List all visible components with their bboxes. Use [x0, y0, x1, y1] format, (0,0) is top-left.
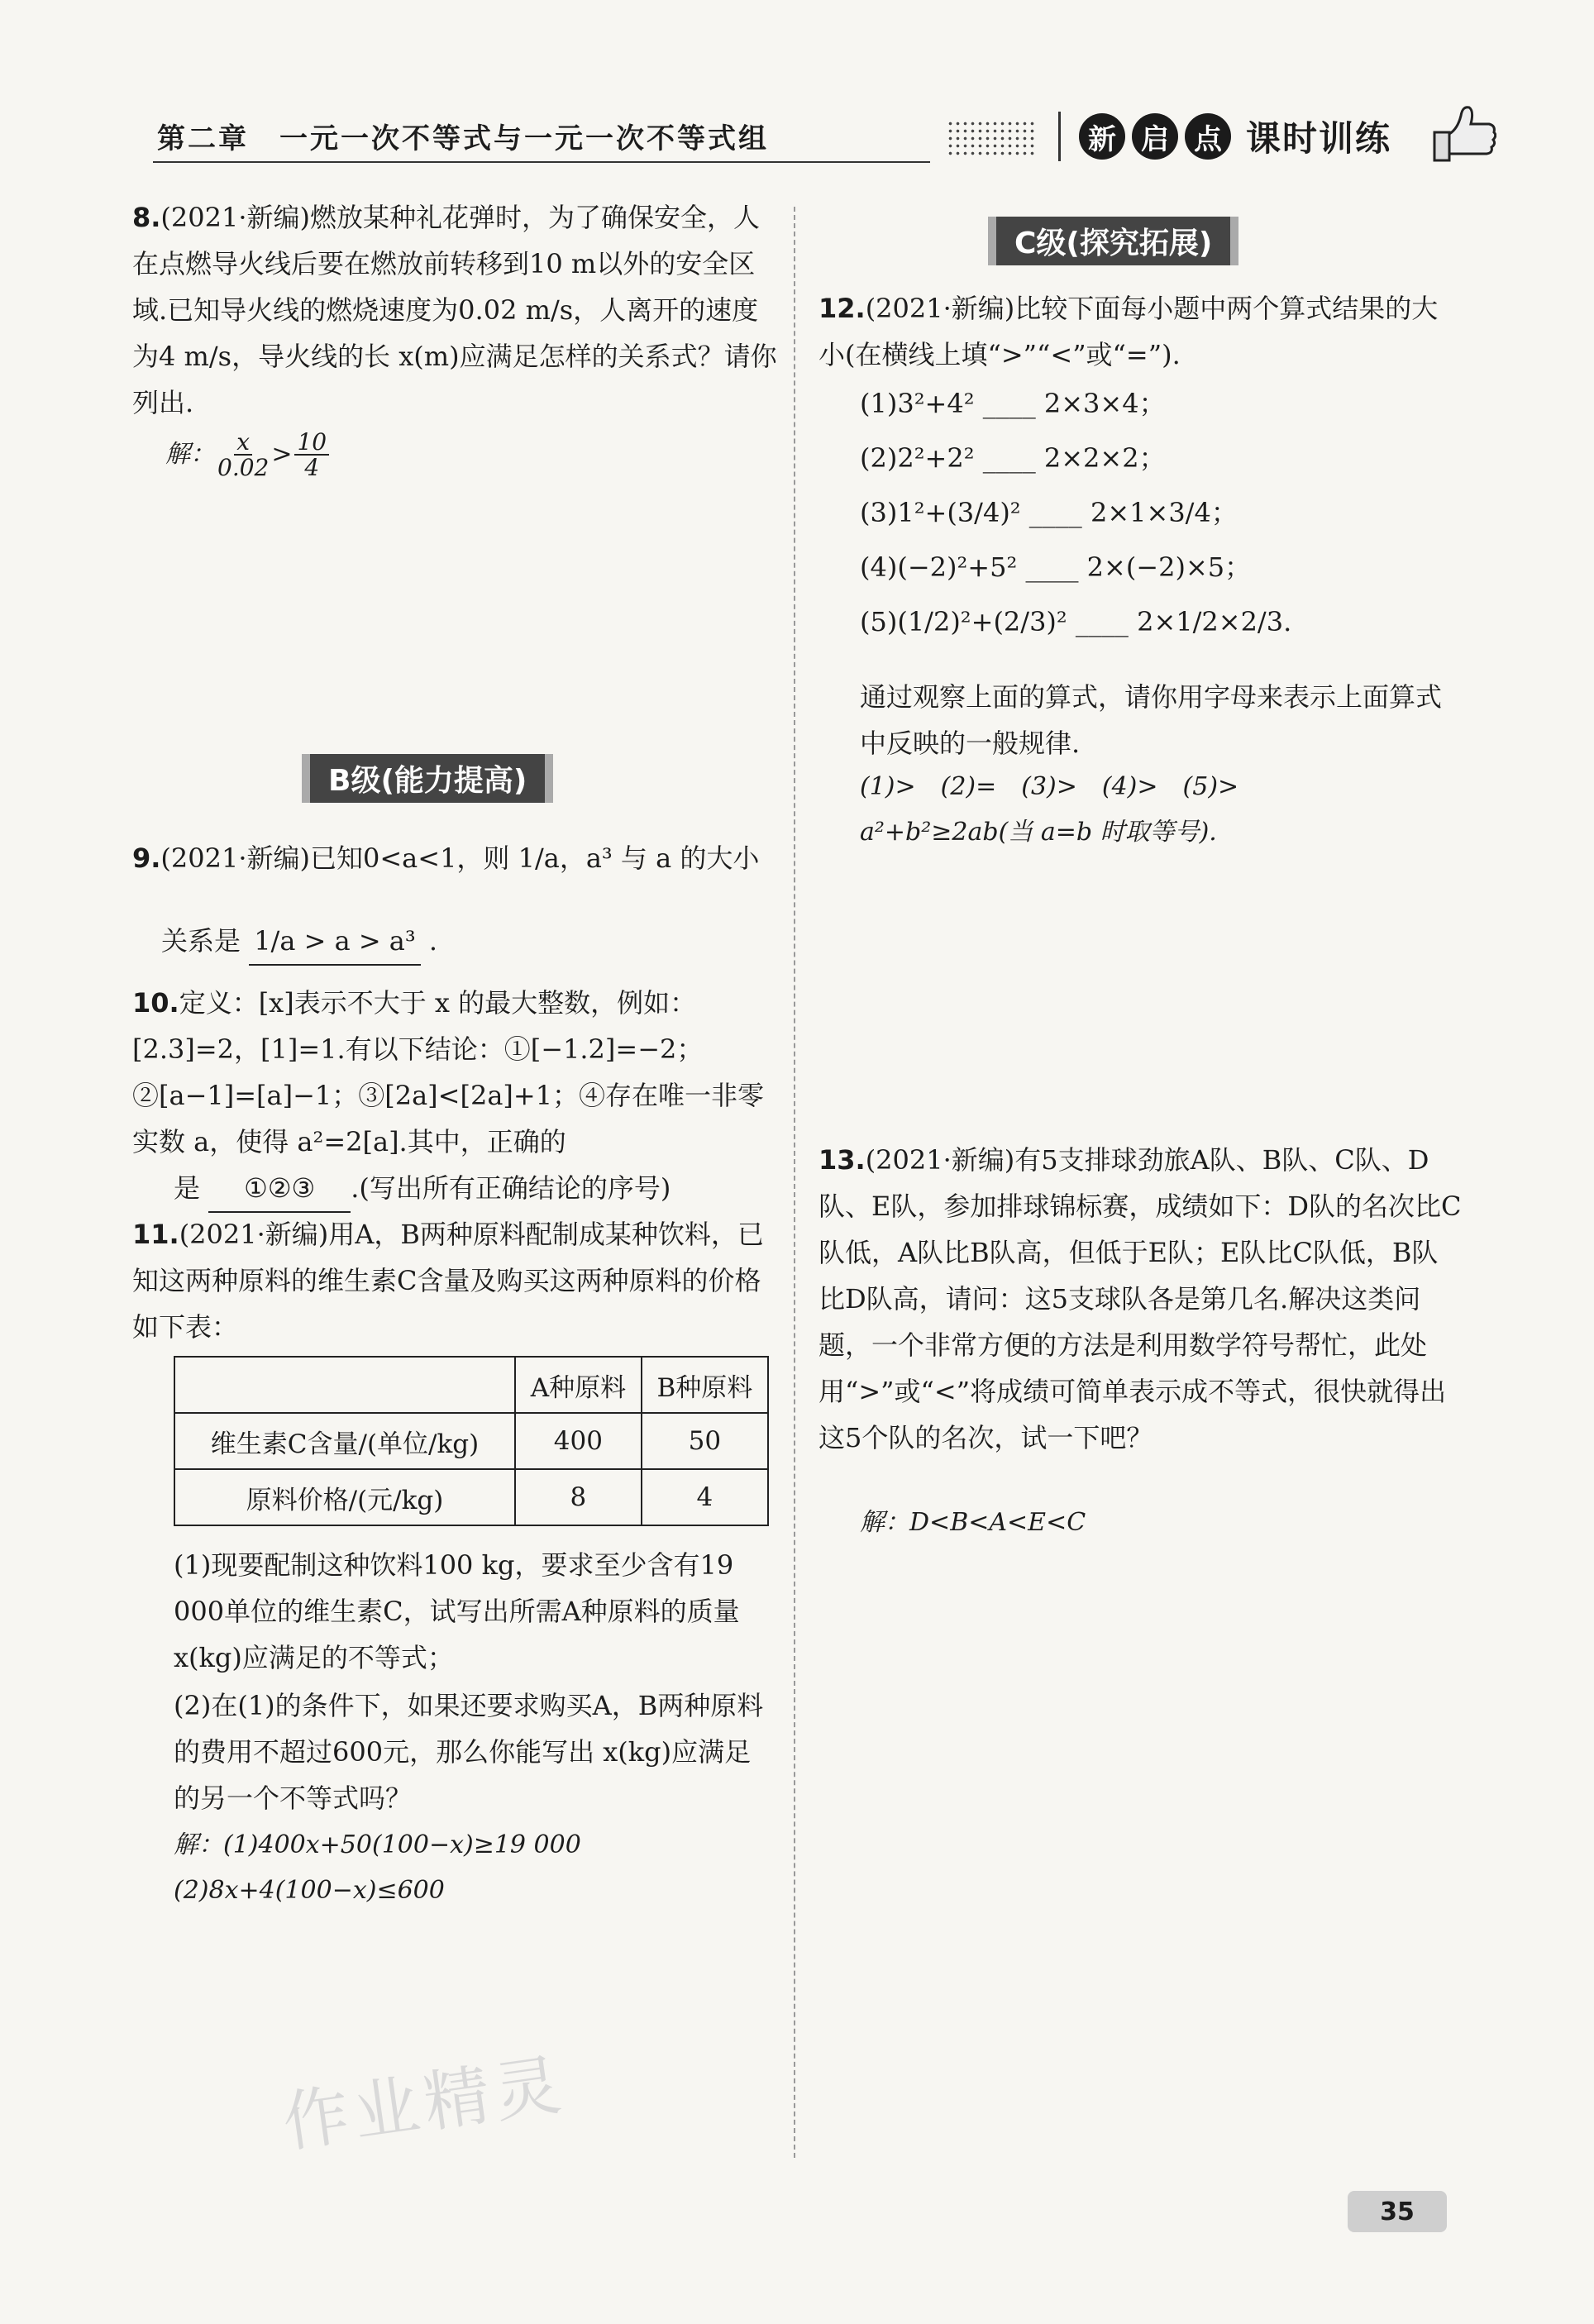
question-8: [132, 194, 777, 426]
question-text: .(写出所有正确结论的序号): [351, 1172, 671, 1204]
comparison-list: [860, 376, 1455, 649]
table-cell: A种原料: [515, 1357, 642, 1413]
brand-char-2: 启: [1132, 113, 1178, 160]
question-number: 12.: [818, 293, 866, 324]
table-cell: 原料价格/(元/kg): [174, 1469, 515, 1525]
answer-11-part-2: (2)8x+4(100−x)≤600: [174, 1876, 445, 1905]
question-text: 定义：[x]表示不大于 x 的最大整数，例如：[2.3]=2，[1]=1.有以下结论：①[−1.2]=−2；②[a−1]=[a]−1；③[2a]<[2a]+1；④存在唯一非零实数 a，使得 a²=2[a].其中，正确的: [132, 987, 765, 1157]
denominator: 0.02: [217, 454, 270, 482]
list-item: (5)(1/2)²+(2/3)² ____ 2×1/2×2/3.: [860, 606, 1292, 637]
ingredient-table: [174, 1356, 769, 1526]
fraction: [294, 430, 329, 480]
answer-12-line-1: (1)> (2)= (3)> (4)> (5)>: [860, 772, 1239, 801]
answer-blank: 1/a > a > a³: [249, 918, 421, 966]
question-text: 关系是: [161, 925, 241, 957]
dot-pattern: [947, 120, 1038, 157]
answer-8: [165, 430, 332, 480]
list-item: (1)3²+4² ____ 2×3×4；: [860, 388, 1166, 419]
section-c-title: C级(探究拓展): [988, 217, 1238, 265]
table-cell: 8: [515, 1469, 642, 1525]
thumbs-up-icon: [1426, 99, 1496, 165]
question-text: (2021·新编)已知0<a<1，则 1/a，a³ 与 a 的大小: [160, 842, 760, 874]
table-cell: 维生素C含量/(单位/kg): [174, 1413, 515, 1469]
question-number: 9.: [132, 842, 161, 874]
table-cell: 400: [515, 1413, 642, 1469]
table-cell: B种原料: [642, 1357, 768, 1413]
answer-11-part-1: 解：(1)400x+50(100−x)≥19 000: [174, 1830, 581, 1859]
question-text: 是: [174, 1172, 201, 1204]
question-number: 8.: [132, 202, 161, 233]
chapter-title: 第二章 一元一次不等式与一元一次不等式组: [157, 122, 769, 155]
question-12-part-2: 通过观察上面的算式，请你用字母来表示上面算式中反映的一般规律.: [860, 681, 1443, 759]
question-11-part-1: (1)现要配制这种饮料100 kg，要求至少含有19 000单位的维生素C，试写出所需A种原料的质量 x(kg)应满足的不等式；: [174, 1549, 740, 1673]
question-12: [818, 285, 1463, 378]
section-b-title: B级(能力提高): [302, 754, 553, 803]
question-13: [818, 1137, 1463, 1461]
question-9: [132, 835, 777, 881]
answer-blank: ①②③: [208, 1165, 351, 1213]
page-number: 35: [1348, 2191, 1447, 2232]
brand-char-3: 点: [1185, 113, 1231, 160]
question-text: (2021·新编)用A，B两种原料配制成某种饮料，已知这两种原料的维生素C含量及购买这两种原料的价格如下表：: [132, 1219, 764, 1343]
question-text: (2021·新编)燃放某种礼花弹时，为了确保安全，人在点燃导火线后要在燃放前转移到10 m以外的安全区域.已知导火线的燃烧速度为0.02 m/s，人离开的速度为4 m/s，导火线的长 x(m)应满足怎样的关系式？请你列出.: [132, 202, 777, 418]
table-cell: [174, 1357, 515, 1413]
header-divider: [1058, 112, 1061, 161]
answer-13: 解：D<B<A<E<C: [860, 1508, 1086, 1537]
header-rule: [153, 161, 930, 163]
column-divider: [794, 207, 795, 2158]
table-header-row: [174, 1357, 768, 1413]
answer-12-line-2: a²+b²≥2ab(当 a=b 时取等号).: [860, 818, 1217, 847]
table-cell: 4: [642, 1469, 768, 1525]
question-text: (2021·新编)有5支排球劲旅A队、B队、C队、D队、E队，参加排球锦标赛，成绩如下：D队的名次比C队低，A队比B队高，但低于E队；E队比C队低，B队比D队高，请问：这5支球队各是第几名.解决这类问题，一个非常方便的方法是利用数学符号帮忙，此处用“>”或“<”将成绩可简单表示成不等式，很快就得出这5个队的名次，试一下吧？: [818, 1144, 1462, 1453]
table-row: [174, 1413, 768, 1469]
operator: >: [271, 440, 293, 470]
numerator: 10: [294, 430, 329, 456]
brand-logo: [1079, 112, 1391, 161]
question-10-line-end: [174, 1165, 777, 1213]
answer-prefix: 解：: [165, 440, 215, 470]
fraction: [217, 430, 269, 480]
brand-title: 课时训练: [1246, 118, 1392, 159]
watermark: 作业精灵: [278, 2045, 570, 2162]
list-item: (3)1²+(3/4)² ____ 2×1×3/4；: [860, 497, 1238, 528]
numerator: x: [234, 430, 252, 456]
question-9-line2: [161, 918, 773, 966]
brand-char-1: 新: [1079, 113, 1125, 160]
question-11: [132, 1211, 777, 1350]
denominator: 4: [304, 454, 320, 482]
question-number: 13.: [818, 1144, 866, 1176]
question-number: 11.: [132, 1219, 179, 1250]
list-item: (2)2²+2² ____ 2×2×2；: [860, 442, 1166, 474]
table-row: [174, 1469, 768, 1525]
question-number: 10.: [132, 987, 179, 1019]
question-text: (2021·新编)比较下面每小题中两个算式结果的大小(在横线上填“>”“<”或“=”).: [818, 293, 1439, 370]
table-cell: 50: [642, 1413, 768, 1469]
question-10: [132, 980, 777, 1165]
punctuation: .: [428, 925, 438, 957]
list-item: (4)(−2)²+5² ____ 2×(−2)×5；: [860, 551, 1252, 583]
question-11-part-2: (2)在(1)的条件下，如果还要求购买A，B两种原料的费用不超过600元，那么你能写出 x(kg)应满足的另一个不等式吗？: [174, 1690, 764, 1814]
